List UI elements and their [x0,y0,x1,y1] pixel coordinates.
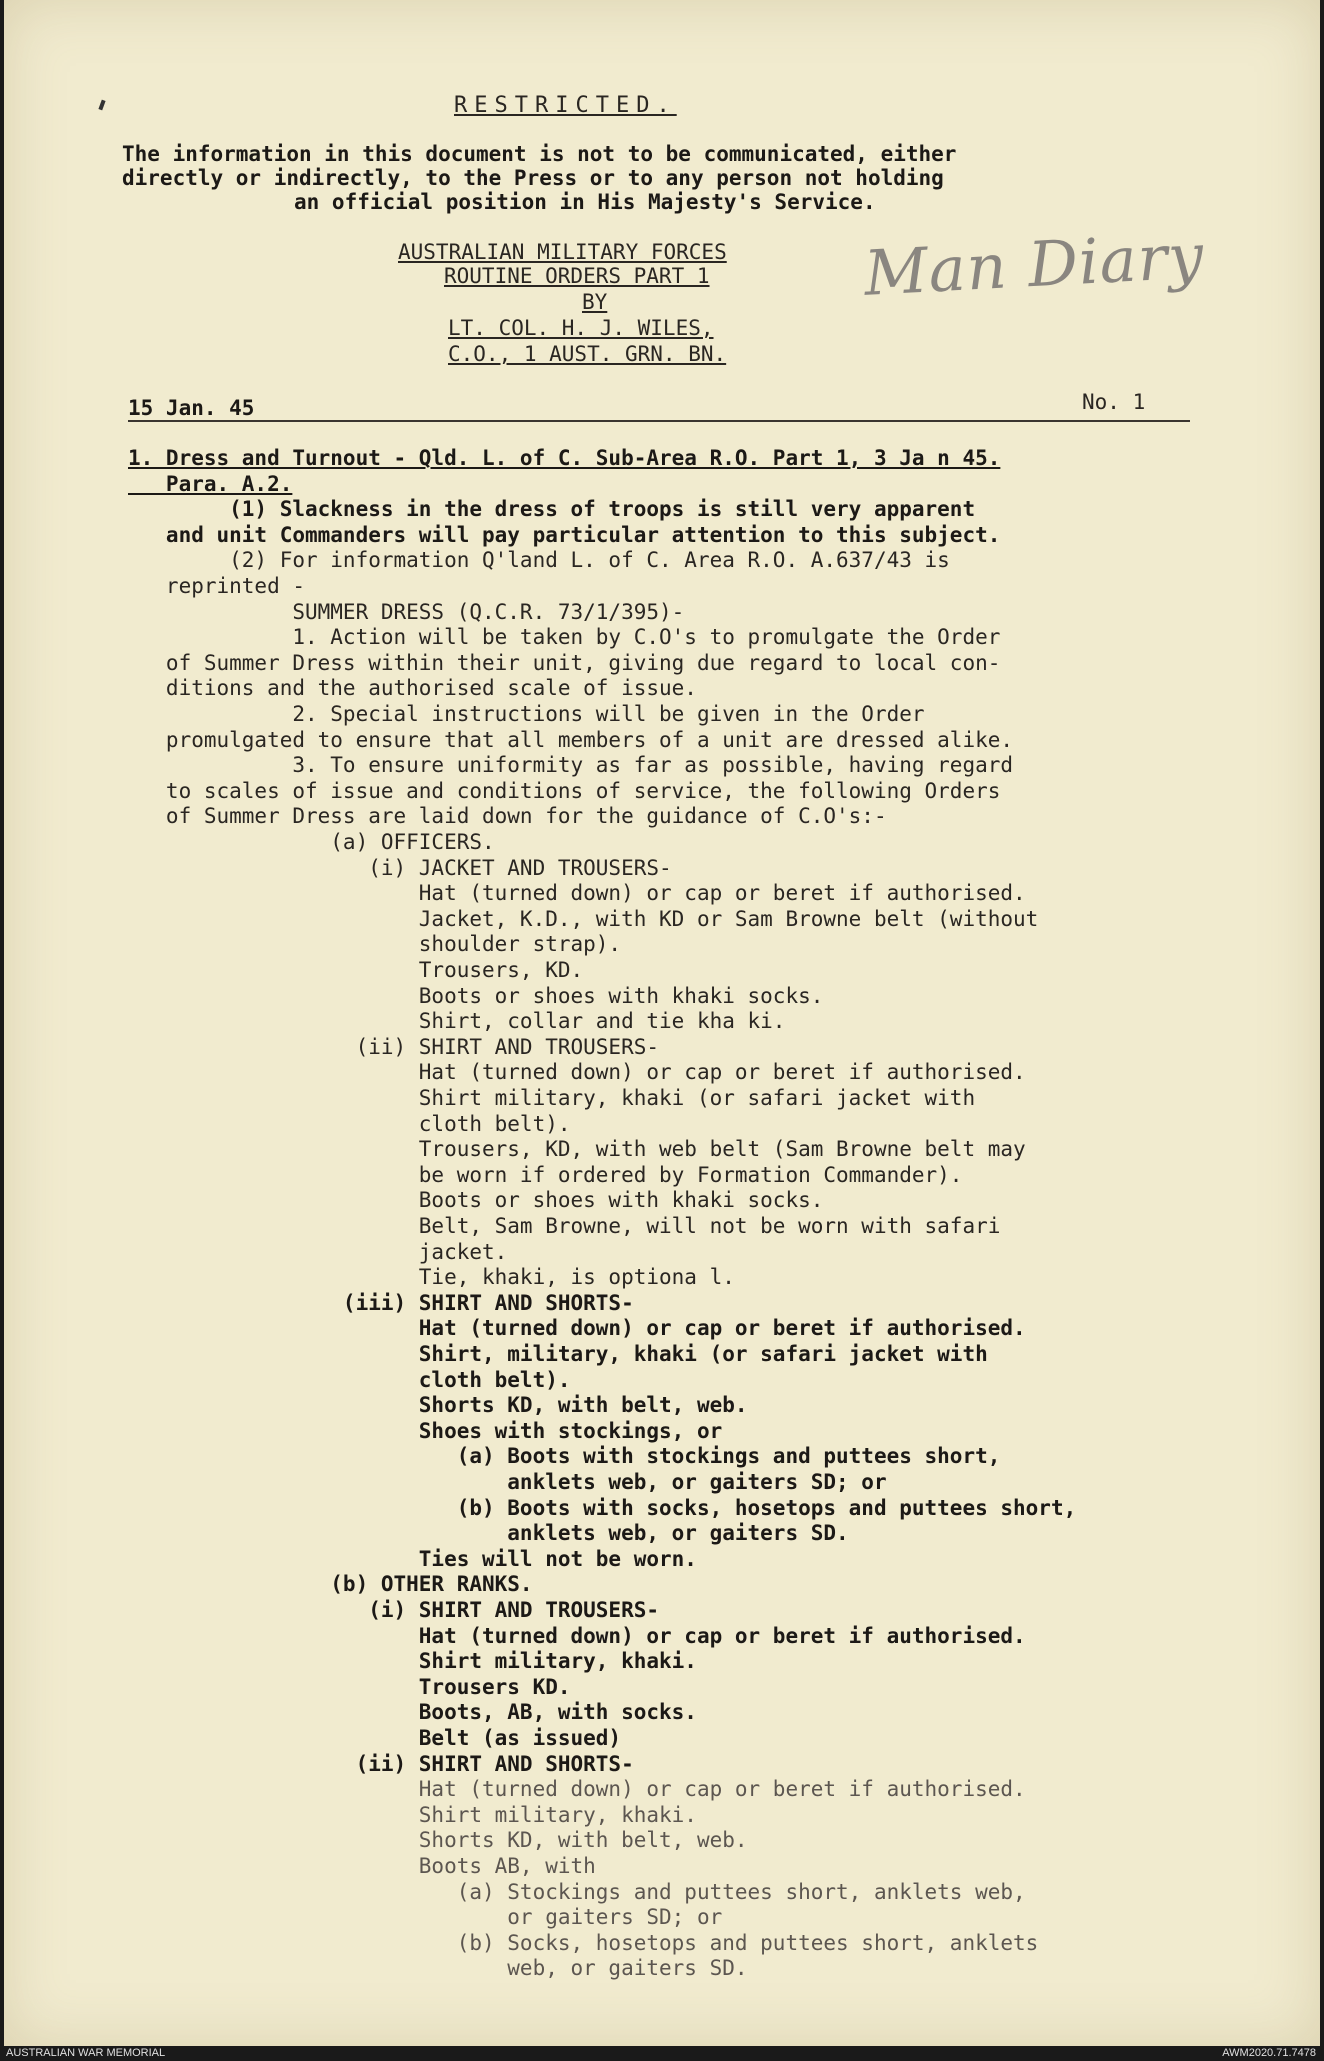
body-line: Shoes with stockings, or [128,1418,723,1443]
body-line: anklets web, or gaiters SD. [128,1521,849,1546]
body-line: Hat (turned down) or cap or beret if authorised. [128,1777,1026,1802]
order-number: No. 1 [1082,390,1146,414]
body-line: be worn if ordered by Formation Commander). [128,1162,963,1187]
body-line: Shirt, collar and tie kha ki. [128,1009,786,1034]
body-line: (i) JACKET AND TROUSERS- [128,855,672,880]
body-line: 2. Special instructions will be given in the Order [128,702,925,726]
title-unit: C.O., 1 AUST. GRN. BN. [448,342,727,366]
body-line: (ii) SHIRT AND SHORTS- [128,1751,634,1776]
restricted-heading: RESTRICTED. [454,93,677,118]
date-rule [128,420,1190,422]
pen-mark [98,100,105,111]
body-line: web, or gaiters SD. [128,1956,748,1981]
body-line: Shirt military, khaki. [128,1802,697,1827]
body-line: (i) SHIRT AND TROUSERS- [128,1598,660,1622]
order-date: 15 Jan. 45 [128,396,255,420]
body-line: cloth belt). [128,1111,571,1136]
body-line: Boots AB, with [128,1854,596,1878]
body-line: (b) OTHER RANKS. [128,1572,533,1597]
body-line: Shirt military, khaki (or safari jacket with [128,1086,976,1110]
body-line: Hat (turned down) or cap or beret if authorised. [128,881,1026,906]
body-line: jacket. [128,1239,508,1264]
footer-right: AWM2020.71.7478 [1222,2047,1316,2059]
body-line: Para. A.2. [128,471,293,496]
body-line: ditions and the authorised scale of issue. [128,676,697,701]
order-body [128,446,1298,2006]
body-line: Belt, Sam Browne, will not be worn with safari [128,1214,1001,1238]
body-line: Hat (turned down) or cap or beret if authorised. [128,1060,1026,1085]
body-line: 1. Action will be taken by C.O's to promulgate the Order [128,625,1001,650]
body-line: of Summer Dress are laid down for the guidance of C.O's:- [128,804,887,829]
body-line: Trousers, KD, with web belt (Sam Browne belt may [128,1137,1026,1162]
body-line: reprinted - [128,574,306,598]
body-line: or gaiters SD; or [128,1905,723,1930]
handwritten-note: Man Diary [862,219,1206,310]
body-line: and unit Commanders will pay particular attention to this subject. [128,522,1001,547]
body-line: to scales of issue and conditions of service, the following Orders [128,778,1001,803]
body-line: Shirt, military, khaki (or safari jacket with [128,1342,988,1366]
body-line: (1) Slackness in the dress of troops is still very apparent [128,497,976,522]
body-line: (ii) SHIRT AND TROUSERS- [128,1034,660,1059]
body-line: (a) Boots with stockings and puttees short, [128,1444,1001,1469]
body-line: of Summer Dress within their unit, giving due regard to local con- [128,650,1001,675]
body-line: SUMMER DRESS (Q.C.R. 73/1/395)- [128,599,685,624]
body-line: 1. Dress and Turnout - Qld. L. of C. Sub-Area R.O. Part 1, 3 Ja n 45. [128,446,1001,470]
body-line: Trousers, KD. [128,958,584,982]
body-line: (b) Boots with socks, hosetops and puttees short, [128,1495,1077,1520]
body-line: Boots or shoes with khaki socks. [128,983,824,1008]
footer-left: AUSTRALIAN WAR MEMORIAL [6,2047,166,2059]
body-line: Boots, AB, with socks. [128,1700,697,1725]
body-line: Hat (turned down) or cap or beret if authorised. [128,1623,1026,1648]
body-line: Ties will not be worn. [128,1546,697,1571]
body-line: Jacket, K.D., with KD or Sam Browne belt (without [128,906,1039,931]
body-line: Shorts KD, with belt, web. [128,1828,748,1853]
title-commander: LT. COL. H. J. WILES, [448,316,714,340]
document-page [4,0,1320,2046]
body-line: (a) Stockings and puttees short, anklets web, [128,1879,1026,1904]
body-line: (b) Socks, hosetops and puttees short, anklets [128,1930,1039,1955]
body-line: 3. To ensure uniformity as far as possible, having regard [128,753,1014,778]
body-line: Trousers KD. [128,1674,571,1699]
notice-line-3: an official position in His Majesty's Service. [294,190,876,214]
body-line: shoulder strap). [128,932,622,957]
title-routine-orders: ROUTINE ORDERS PART 1 [444,264,710,288]
body-line: (a) OFFICERS. [128,830,495,854]
title-by: BY [582,290,608,314]
body-line: (iii) SHIRT AND SHORTS- [128,1290,634,1315]
notice-line-2: directly or indirectly, to the Press or to any person not holding [122,166,944,190]
body-line: Shorts KD, with belt, web. [128,1393,748,1418]
body-line: cloth belt). [128,1367,571,1392]
body-line: Tie, khaki, is optiona l. [128,1265,735,1290]
body-line: Hat (turned down) or cap or beret if authorised. [128,1316,1026,1341]
body-line: Boots or shoes with khaki socks. [128,1188,824,1213]
title-forces: AUSTRALIAN MILITARY FORCES [398,240,727,264]
body-line: Belt (as issued) [128,1726,622,1750]
body-line: Shirt military, khaki. [128,1649,697,1674]
body-line: anklets web, or gaiters SD; or [128,1470,887,1494]
body-line: (2) For information Q'land L. of C. Area R.O. A.637/43 is [128,548,950,573]
body-line: promulgated to ensure that all members of a unit are dressed alike. [128,727,1014,752]
notice-line-1: The information in this document is not to be communicated, either [122,142,957,166]
